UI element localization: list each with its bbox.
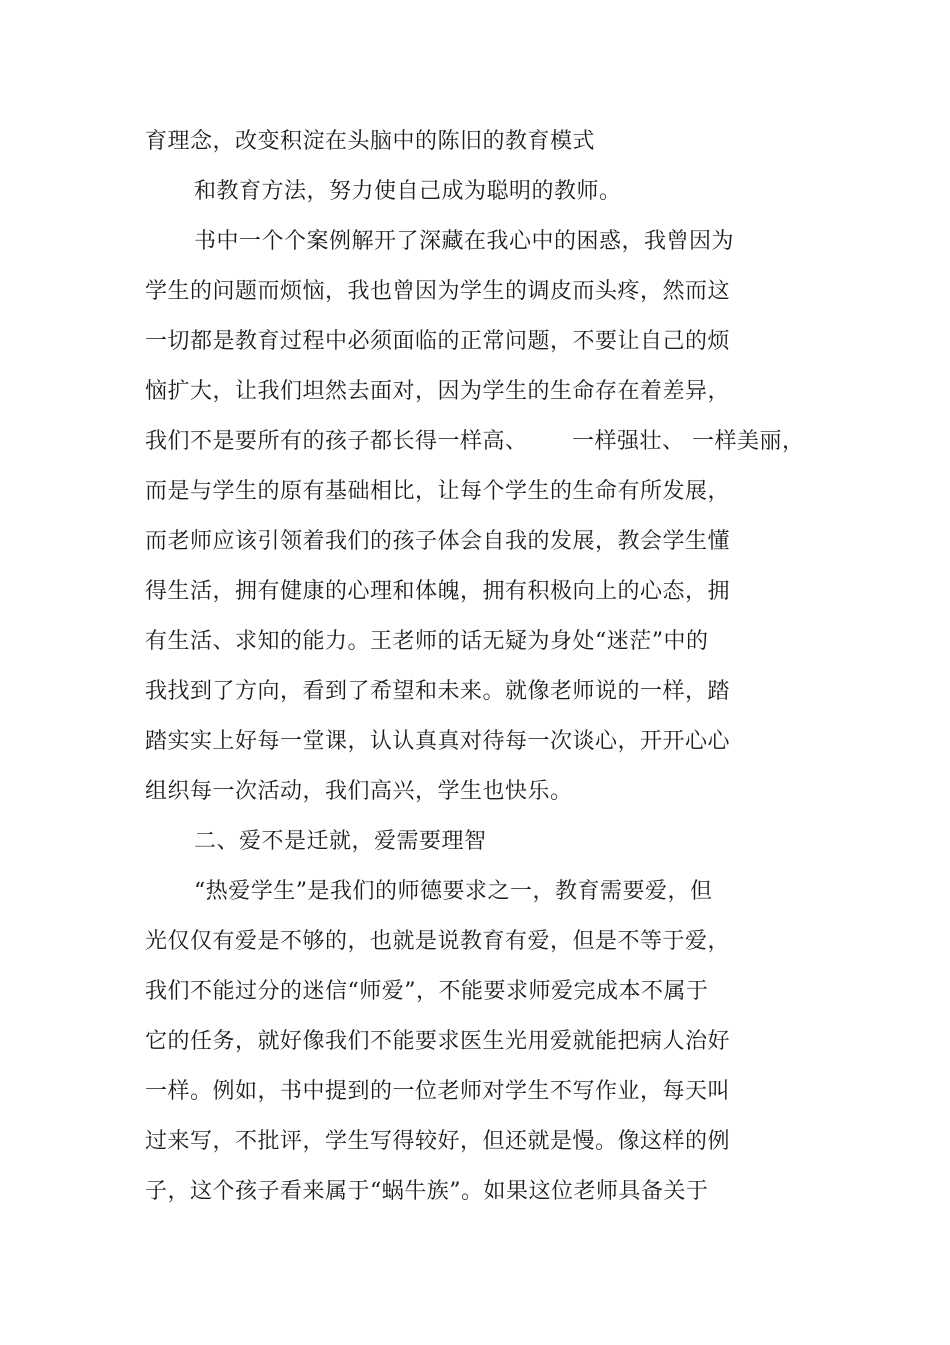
text-line-6: 恼扩大，让我们坦然去面对，因为学生的生命存在着差异， xyxy=(145,379,731,404)
text-line-16: “热爱学生”是我们的师德要求之一，教育需要爱，但 xyxy=(194,879,713,904)
text-line-7b: 一样强壮、 一样美丽， xyxy=(572,429,805,454)
text-line-11: 有生活、求知的能力。王老师的话无疑为身处“迷茫”中的 xyxy=(145,629,709,654)
text-line-7a: 我们不是要所有的孩子都长得一样高、 xyxy=(145,429,528,454)
text-line-2: 和教育方法，努力使自己成为聪明的教师。 xyxy=(194,179,622,204)
text-line-22: 子，这个孩子看来属于“蜗牛族”。如果这位老师具备关于 xyxy=(145,1179,709,1204)
text-line-10: 得生活，拥有健康的心理和体魄，拥有积极向上的心态，拥 xyxy=(145,579,731,604)
section-heading: 二、爱不是迁就，爱需要理智 xyxy=(194,829,487,854)
text-line-8: 而是与学生的原有基础相比，让每个学生的生命有所发展， xyxy=(145,479,731,504)
text-line-17: 光仅仅有爱是不够的，也就是说教育有爱，但是不等于爱， xyxy=(145,929,731,954)
text-line-21: 过来写，不批评，学生写得较好，但还就是慢。像这样的例 xyxy=(145,1129,731,1154)
text-line-3: 书中一个个案例解开了深藏在我心中的困惑，我曾因为 xyxy=(194,229,735,254)
text-line-19: 它的任务，就好像我们不能要求医生光用爱就能把病人治好 xyxy=(145,1029,731,1054)
text-line-5: 一切都是教育过程中必须面临的正常问题，不要让自己的烦 xyxy=(145,329,731,354)
text-line-4: 学生的问题而烦恼，我也曾因为学生的调皮而头疼，然而这 xyxy=(145,279,731,304)
text-line-9: 而老师应该引领着我们的孩子体会自我的发展，教会学生懂 xyxy=(145,529,731,554)
text-line-14: 组织每一次活动，我们高兴，学生也快乐。 xyxy=(145,779,573,804)
text-line-20: 一样。例如，书中提到的一位老师对学生不写作业，每天叫 xyxy=(145,1079,731,1104)
text-line-18: 我们不能过分的迷信“师爱”，不能要求师爱完成本不属于 xyxy=(145,979,709,1004)
text-line-13: 踏实实上好每一堂课，认认真真对待每一次谈心，开开心心 xyxy=(145,729,731,754)
text-line-1: 育理念，改变积淀在头脑中的陈旧的教育模式 xyxy=(145,129,596,154)
text-line-12: 我找到了方向，看到了希望和未来。就像老师说的一样，踏 xyxy=(145,679,731,704)
